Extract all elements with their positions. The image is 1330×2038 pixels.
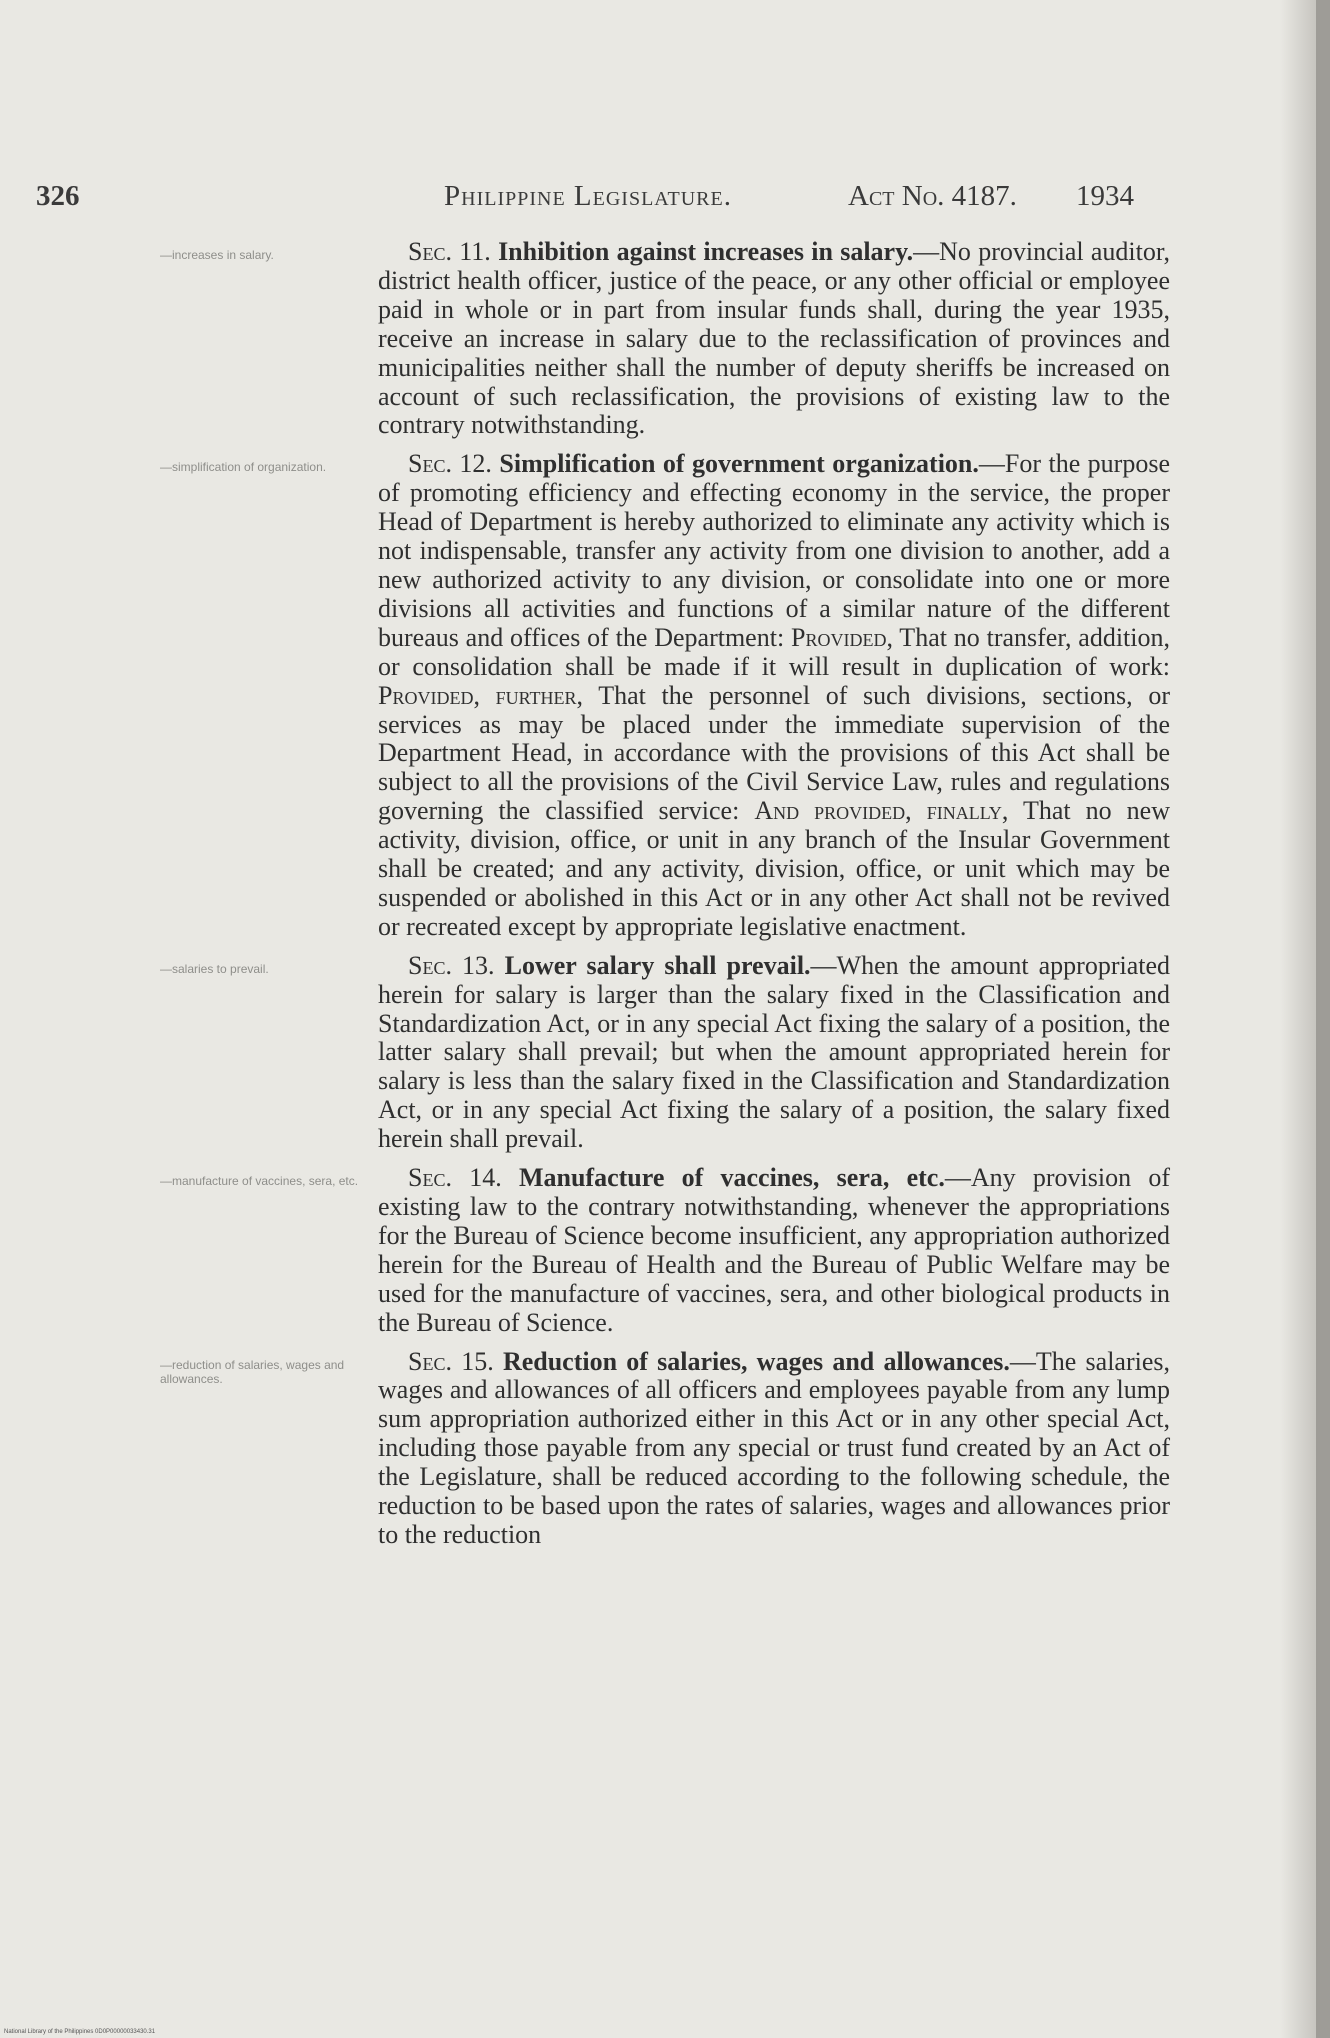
proviso-keyword: Provided — [791, 622, 887, 652]
section-heading: Lower salary shall prevail. — [504, 950, 811, 980]
section-11 — [160, 237, 1170, 440]
section-body: —No provincial auditor, district health officer, justice of the peace, or any other official or employee paid in whole or in part from insular funds shall, during the year 1935, receive an increase in salary due to the reclassification of provinces and municipalities neither shall the number of deputy sheriffs be increased on account of such reclassification, the provisions of existing law to the contrary notwithstanding. — [378, 237, 1170, 440]
margin-note: —reduction of salaries, wages and allowances. — [160, 1357, 345, 1386]
section-number: Sec. 11. — [408, 237, 491, 266]
section-14 — [160, 1163, 1171, 1337]
margin-note: —simplification of organization. — [160, 460, 327, 475]
section-number: Sec. 14. — [408, 1163, 502, 1193]
section-body: —The salaries, wages and allowances of all officers and employees payable from any lump sum appropriation authorized either in this Act or in any other special Act, including those payable from any special or trust fund created by an Act of the Legislature, shall be reduced according to the following schedule, the reduction to be based upon the rates of salaries, wages and allowances prior to the reduction — [378, 1346, 1171, 1549]
section-heading: Simplification of government organization. — [499, 449, 979, 479]
section-body: —Any provision of existing law to the contrary notwithstanding, whenever the appropriations for the Bureau of Science become insufficient, any appropriation authorized herein for the Bureau of Health and the Bureau of Public Welfare may be used for the manufacture of vaccines, sera, and other biological products in the Bureau of Science. — [378, 1163, 1171, 1337]
section-body: , That the personnel of such divisions, sections, or services as may be placed under the immediate supervision of the Department Head, in accordance with the provisions of this Act shall be subject to all the provisions of the Civil Service Law, rules and regulations governing the classified service: — [378, 680, 1170, 826]
running-head-year: 1934 — [1076, 180, 1134, 212]
proviso-keyword: Provided, further — [378, 680, 577, 710]
scan-footer-caption: National Library of the Philippines 0D0P00000033430.31 — [4, 2029, 156, 2035]
section-body: , That no transfer, addition, or consolidation shall be made if it will result in duplication of work: — [378, 622, 1170, 681]
section-15 — [160, 1346, 1171, 1550]
margin-note: —salaries to prevail. — [160, 961, 269, 976]
section-number: Sec. 12. — [408, 449, 492, 479]
margin-note: —increases in salary. — [160, 248, 274, 262]
running-head — [36, 180, 1134, 220]
margin-note: —manufacture of vaccines, sera, etc. — [160, 1174, 359, 1189]
running-head-title: Philippine Legislature. — [444, 180, 732, 212]
section-13 — [160, 950, 1171, 1154]
section-body: —For the purpose of promoting efficiency and effecting economy in the service, the proper Head of Department is hereby authorized to eliminate any activity which is not indispensable, transfer any activity from one division to another, add a new authorized activity to any division, or consolidate into one or more divisions all activities and functions of a similar nature of the different bureaus and offices of the Department: — [378, 449, 1170, 652]
body-text-column — [160, 237, 1171, 1560]
section-body: , That no new activity, division, office, or unit in any branch of the Insular Government shall be created; and any activity, division, office, or unit which may be suspended or abolished in this Act or in any other Act shall not be revived or recreated except by appropriate legislative enactment. — [378, 796, 1171, 941]
running-head-act-number: Act No. 4187. — [848, 180, 1017, 212]
section-number: Sec. 13. — [408, 950, 495, 980]
section-number: Sec. 15. — [408, 1346, 494, 1376]
section-heading: Inhibition against increases in salary. — [498, 237, 914, 266]
section-heading: Reduction of salaries, wages and allowances. — [502, 1346, 1010, 1376]
binding-gutter — [1316, 0, 1330, 2038]
page-number: 326 — [36, 180, 80, 212]
section-heading: Manufacture of vaccines, sera, etc. — [518, 1163, 945, 1193]
section-12 — [160, 449, 1171, 941]
section-body: —When the amount appropriated herein for salary is larger than the salary fixed in the Classification and Standardization Act, or in any special Act fixing the salary of a position, the latter salary shall prevail; but when the amount appropriated herein for salary is less than the salary fixed in the Classification and Standardization Act, or in any special Act fixing the salary of a position, the salary fixed herein shall prevail. — [378, 950, 1171, 1154]
proviso-keyword: And provided, finally — [754, 796, 1002, 826]
